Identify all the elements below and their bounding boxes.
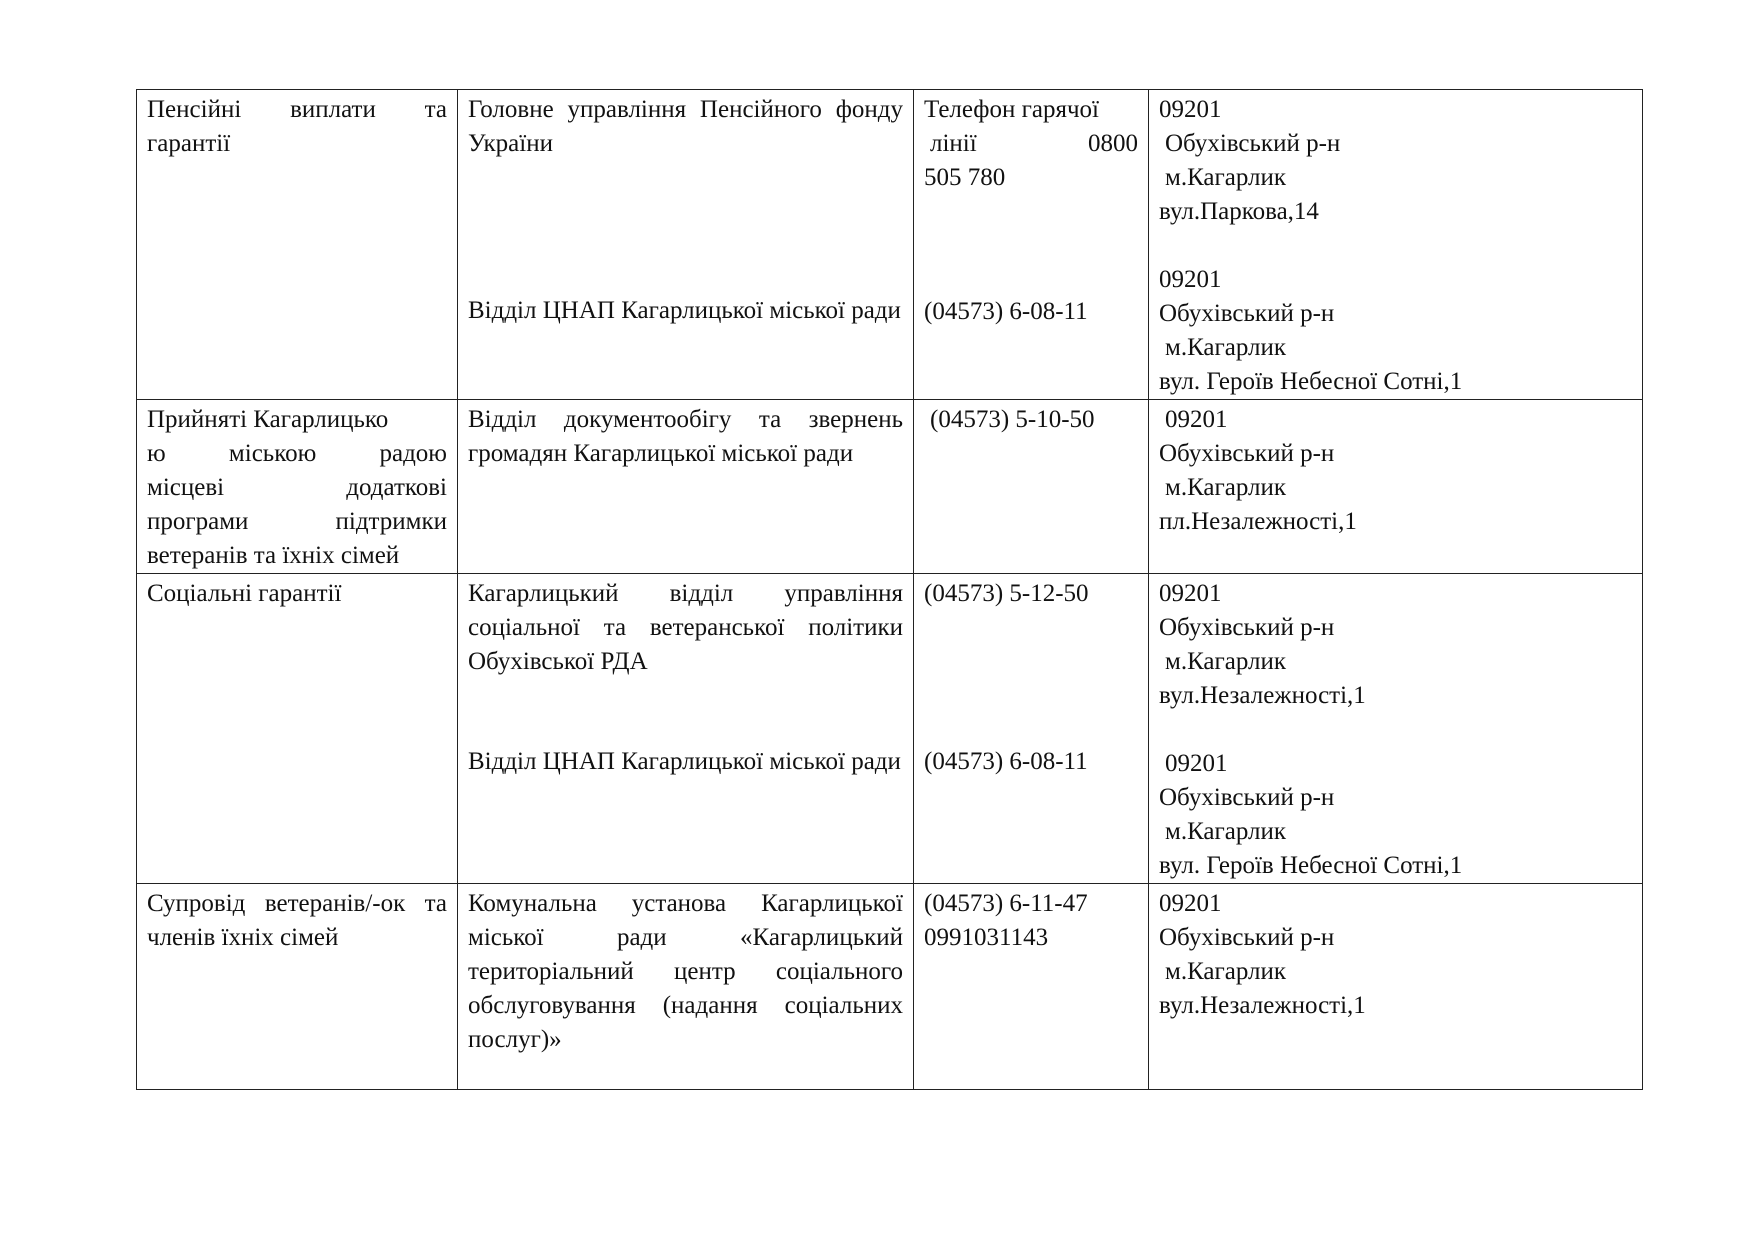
address-line: 09201	[1165, 406, 1228, 433]
service-name: Соціальні гарантії	[147, 580, 342, 607]
address-line: вул. Героїв Небесної Сотні,1	[1159, 852, 1463, 879]
address-line: Обухівський р-н	[1159, 440, 1335, 467]
service-name-line: місцеві додаткові	[147, 474, 447, 501]
address-line: м.Кагарлик	[1165, 958, 1287, 985]
table-row	[137, 400, 1643, 574]
service-name-line: ветеранів та їхніх сімей	[147, 542, 400, 569]
service-name: Пенсійні виплати та гарантії	[147, 96, 447, 157]
address-line: вул.Незалежності,1	[1159, 992, 1366, 1019]
address-line: м.Кагарлик	[1165, 474, 1287, 501]
table-row	[137, 884, 1643, 1090]
service-cell	[137, 90, 458, 400]
phone-text: 0991031143	[924, 924, 1049, 951]
address-cell	[1149, 90, 1643, 400]
phone-cell	[914, 400, 1149, 574]
address-line: м.Кагарлик	[1165, 648, 1287, 675]
address-line: м.Кагарлик	[1165, 164, 1287, 191]
service-cell	[137, 884, 458, 1090]
organization-name: Комунальна установа Кагарлицької міської ради «Кагарлицький територіальний центр соціального обслуговування (надання соціальних послуг)»	[468, 890, 903, 1053]
address-line: Обухівський р-н	[1159, 614, 1335, 641]
phone-cell	[914, 884, 1149, 1090]
organization-cell	[458, 400, 914, 574]
address-line: Обухівський р-н	[1159, 300, 1335, 327]
service-name-line: ю міською радою	[147, 440, 447, 467]
organization-name: Відділ ЦНАП Кагарлицької міської ради	[468, 297, 901, 324]
address-line: м.Кагарлик	[1165, 334, 1287, 361]
table-row	[137, 574, 1643, 884]
phone-text: (04573) 6-08-11	[924, 748, 1088, 775]
phone-text: (04573) 5-12-50	[924, 580, 1089, 607]
address-line: вул.Незалежності,1	[1159, 682, 1366, 709]
address-line: 09201	[1159, 580, 1222, 607]
service-name: Супровід ветеранів/-ок та членів їхніх сімей	[147, 890, 447, 951]
phone-cell	[914, 574, 1149, 884]
address-line: вул. Героїв Небесної Сотні,1	[1159, 368, 1463, 395]
address-line: 09201	[1159, 266, 1222, 293]
organization-cell	[458, 884, 914, 1090]
address-line: вул.Паркова,14	[1159, 198, 1319, 225]
services-table	[136, 89, 1643, 1090]
address-line: 09201	[1159, 96, 1222, 123]
address-line: 09201	[1159, 890, 1222, 917]
phone-cell	[914, 90, 1149, 400]
phone-text: лінії 0800	[930, 130, 1138, 157]
address-cell	[1149, 400, 1643, 574]
address-line: Обухівський р-н	[1159, 784, 1335, 811]
phone-text: (04573) 6-11-47	[924, 890, 1088, 917]
phone-text: Телефон гарячої	[924, 96, 1099, 123]
phone-text: 505 780	[924, 164, 1006, 191]
service-name-line: Прийняті Кагарлицько	[147, 406, 389, 433]
organization-cell	[458, 90, 914, 400]
address-cell	[1149, 884, 1643, 1090]
address-cell	[1149, 574, 1643, 884]
table-row	[137, 90, 1643, 400]
service-name-line: програми підтримки	[147, 508, 447, 535]
address-line: Обухівський р-н	[1165, 130, 1341, 157]
address-line: м.Кагарлик	[1165, 818, 1287, 845]
organization-name: Головне управління Пенсійного фонду України	[468, 96, 903, 157]
service-cell	[137, 400, 458, 574]
address-line: 09201	[1165, 750, 1228, 777]
service-cell	[137, 574, 458, 884]
organization-name: Кагарлицький відділ управління соціальної та ветеранської політики Обухівської РДА	[468, 580, 903, 675]
phone-text: (04573) 6-08-11	[924, 298, 1088, 325]
address-line: пл.Незалежності,1	[1159, 508, 1357, 535]
phone-text: (04573) 5-10-50	[930, 406, 1095, 433]
organization-name: Відділ ЦНАП Кагарлицької міської ради	[468, 748, 901, 775]
organization-name: Відділ документообігу та звернень громадян Кагарлицької міської ради	[468, 406, 903, 467]
organization-cell	[458, 574, 914, 884]
address-line: Обухівський р-н	[1159, 924, 1335, 951]
